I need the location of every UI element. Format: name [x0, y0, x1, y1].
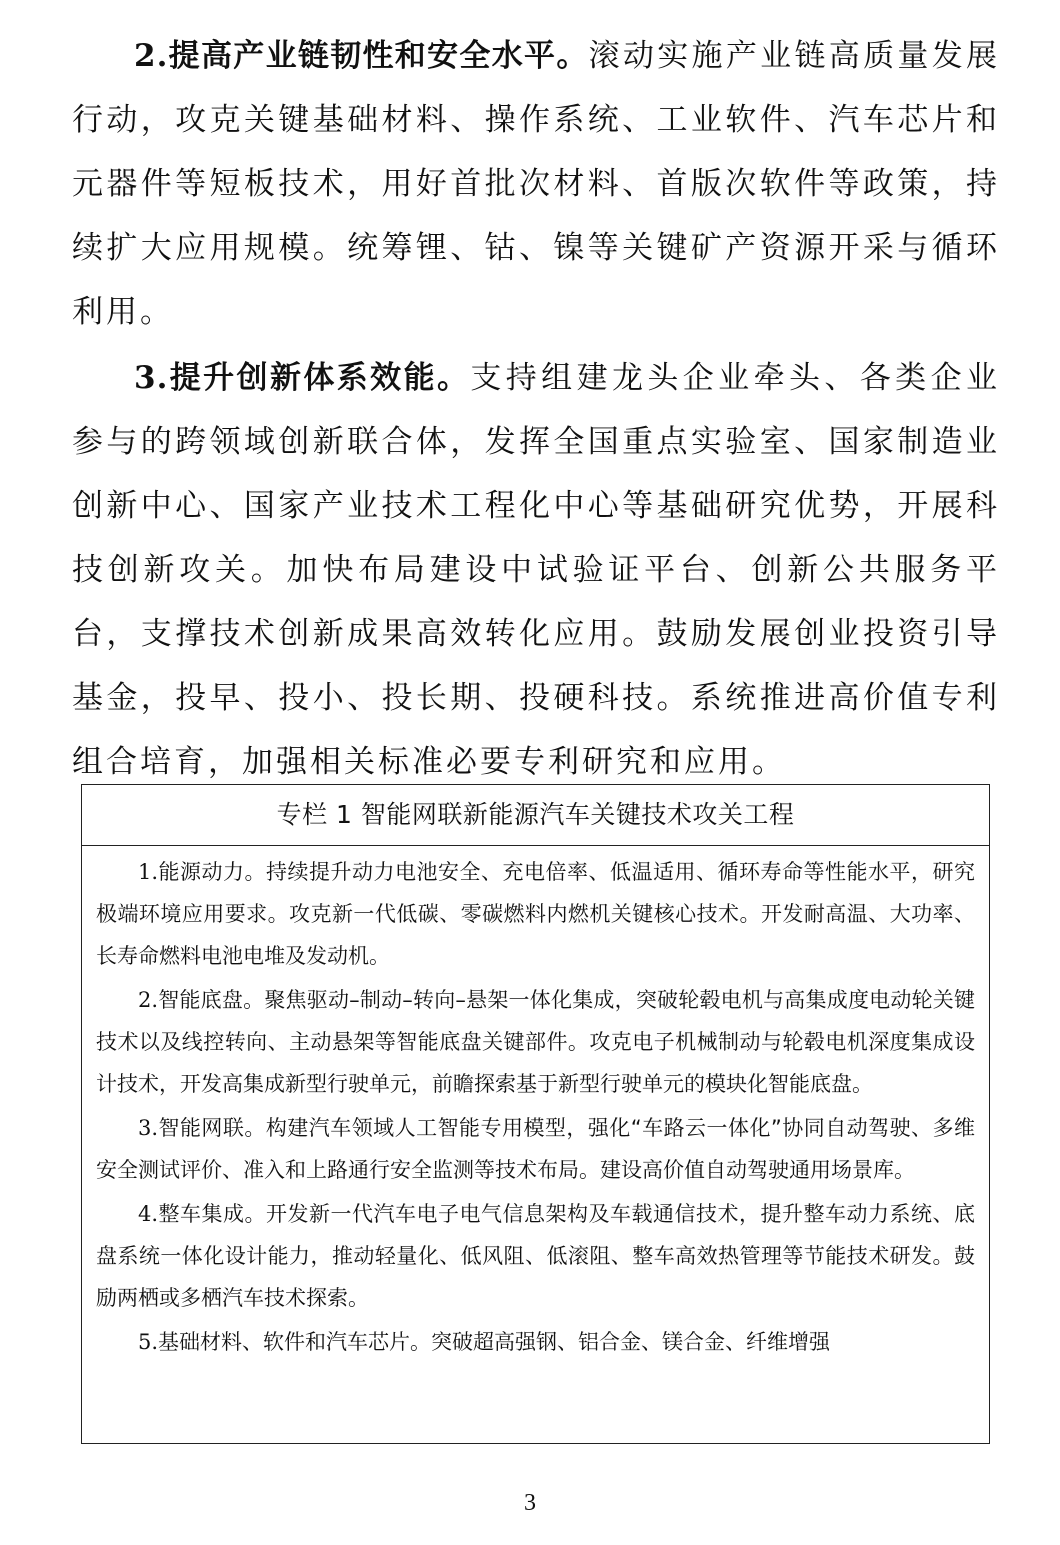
paragraph-heading: 3.提升创新体系效能。	[134, 360, 471, 396]
box-item-vehicle-integration	[96, 1193, 975, 1319]
box-item-heading: 2.智能底盘。	[138, 988, 265, 1012]
box-item-text: 突破超高强钢、铝合金、镁合金、纤维增强	[431, 1330, 831, 1354]
box-item-text: 持续提升动力电池安全、充电倍率、低温适用、循环寿命等性能水平，研究极端环境应用要求。攻克新一代低碳、零碳燃料内燃机关键核心技术。开发耐高温、大功率、长寿命燃料电池电堆及发动机。	[96, 860, 975, 968]
column-box-body	[82, 846, 989, 1363]
box-item-heading: 4.整车集成。	[138, 1202, 267, 1226]
box-item-text: 构建汽车领域人工智能专用模型，强化“车路云一体化”协同自动驾驶、多维安全测试评价、准入和上路通行安全监测等技术布局。建设高价值自动驾驶通用场景库。	[96, 1116, 975, 1182]
paragraph-2	[72, 24, 1000, 344]
box-item-heading: 5.基础材料、软件和汽车芯片。	[138, 1330, 432, 1354]
box-item-connectivity	[96, 1107, 975, 1191]
box-item-smart-chassis	[96, 979, 975, 1105]
page-number: 3	[524, 1490, 536, 1516]
column-box-title: 专栏 1 智能网联新能源汽车关键技术攻关工程	[82, 785, 989, 846]
box-item-text: 聚焦驱动–制动–转向–悬架一体化集成，突破轮毂电机与高集成度电动轮关键技术以及线控转向、主动悬架等智能底盘关键部件。攻克电子机械制动与轮毂电机深度集成设计技术，开发高集成新型行驶单元，前瞻探索基于新型行驶单元的模块化智能底盘。	[96, 988, 975, 1096]
box-item-text: 开发新一代汽车电子电气信息架构及车载通信技术，提升整车动力系统、底盘系统一体化设计能力，推动轻量化、低风阻、低滚阻、整车高效热管理等节能技术研发。鼓励两栖或多栖汽车技术探索。	[96, 1202, 975, 1310]
paragraph-3	[72, 346, 1000, 794]
paragraph-text: 支持组建龙头企业牵头、各类企业参与的跨领域创新联合体，发挥全国重点实验室、国家制造业创新中心、国家产业技术工程化中心等基础研究优势，开展科技创新攻关。加快布局建设中试验证平台、创新公共服务平台，支撑技术创新成果高效转化应用。鼓励发展创业投资引导基金，投早、投小、投长期、投硬科技。系统推进高价值专利组合培育，加强相关标准必要专利研究和应用。	[72, 360, 1000, 780]
box-item-heading: 1.能源动力。	[138, 860, 267, 884]
paragraph-text: 滚动实施产业链高质量发展行动，攻克关键基础材料、操作系统、工业软件、汽车芯片和元器件等短板技术，用好首批次材料、首版次软件等政策，持续扩大应用规模。统筹锂、钴、镍等关键矿产资源开采与循环利用。	[72, 38, 1000, 330]
box-item-materials-software-chips	[96, 1321, 975, 1363]
column-box	[81, 784, 990, 1444]
box-item-heading: 3.智能网联。	[138, 1116, 266, 1140]
box-item-energy-power	[96, 851, 975, 977]
paragraph-heading: 2.提高产业链韧性和安全水平。	[134, 38, 589, 74]
